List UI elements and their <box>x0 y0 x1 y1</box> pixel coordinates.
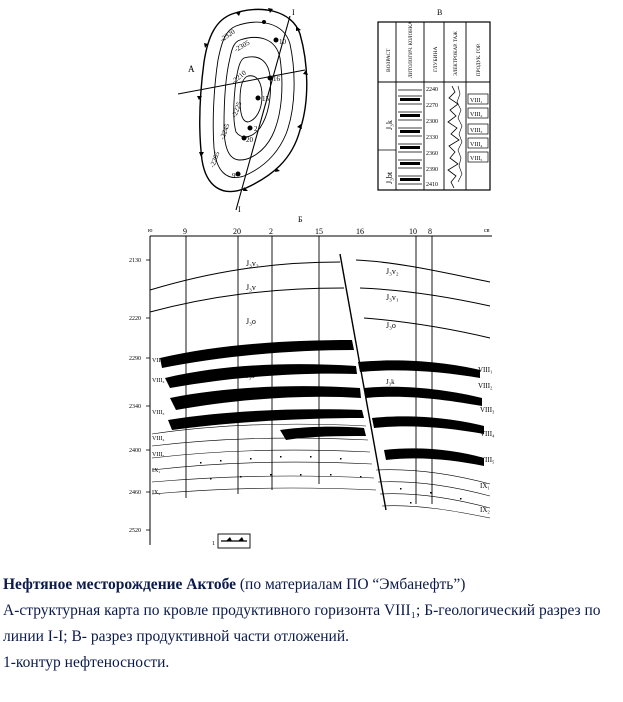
caption-line-3: 1-контур нефтеносности. <box>3 654 170 671</box>
horizon-label: VIII₂ <box>470 112 483 118</box>
well-label: 9 <box>232 172 236 180</box>
section-marker: св <box>484 228 490 234</box>
section-marker: ю <box>148 228 153 234</box>
depth-tick-label: 2460 <box>129 490 141 496</box>
caption-source: (по материалам ПО “Эмбанефть”) <box>236 576 466 593</box>
contour-label: -2265 <box>208 150 222 169</box>
column-header: ЛИТОЛОГИЧ. КОЛОНКА <box>409 21 414 78</box>
depth-label: 2410 <box>426 182 438 188</box>
panel-label-v: В <box>437 8 443 17</box>
layer-label: J₃k <box>246 372 255 380</box>
horizon-label-right: IX₁ <box>480 482 490 490</box>
section-well-label: 15 <box>315 227 323 236</box>
contour-label: -2225 <box>230 100 244 119</box>
well-label: 16 <box>273 75 280 83</box>
horizon-label: VIII₅ <box>470 156 483 162</box>
depth-label: 2270 <box>426 103 438 109</box>
age-label: J₃bt <box>385 171 394 184</box>
geologic-section <box>129 215 495 548</box>
caption-line-2: А-структурная карта по кровле продуктивного горизонта VIII₁; Б-геологический разрез по линии I-I; В- разрез продуктивной части отложений. <box>3 602 601 645</box>
panel-label-a: А <box>188 64 195 74</box>
section-line-label-top: I <box>292 8 295 17</box>
column-header: ЭЛЕКТРОКАР. ТАЖ <box>454 31 459 76</box>
section-well-label: 2 <box>269 227 273 236</box>
well-label: 20 <box>246 136 253 144</box>
depth-label: 2360 <box>426 151 438 157</box>
depth-label: 2390 <box>426 167 438 173</box>
contour-label: -2305 <box>233 38 252 54</box>
horizon-label-right: VIII₄ <box>480 430 495 438</box>
horizon-label-right: VIII₃ <box>480 406 495 414</box>
depth-tick-label: 2290 <box>129 356 141 362</box>
horizon-label: VIII₃ <box>470 128 483 134</box>
horizon-label-left: VIII₅ <box>152 452 165 458</box>
depth-tick-label: 2220 <box>129 316 141 322</box>
horizon-label-right: VIII₁ <box>478 366 493 374</box>
horizon-label: VIII₁ <box>470 98 483 104</box>
horizon-label-right: VIII₅ <box>480 456 495 464</box>
section-well-label: 20 <box>233 227 241 236</box>
layer-label: J₃k <box>386 378 395 386</box>
section-line-label-bottom: I <box>238 205 241 214</box>
layer-label: J₃o <box>246 317 256 326</box>
legend-number: 1 <box>212 541 215 547</box>
well-label: 15 <box>262 95 269 103</box>
structural-map <box>178 8 308 214</box>
section-well-label: 8 <box>428 227 432 236</box>
depth-tick-label: 2520 <box>129 528 141 534</box>
age-label: J₃k <box>385 120 394 130</box>
depth-label: 2300 <box>426 119 438 125</box>
horizon-label-left: VIII₁ <box>152 358 165 364</box>
caption-line-1 <box>3 572 621 598</box>
horizon-label: VIII₄ <box>470 142 483 148</box>
horizon-label-left: VIII₃ <box>152 410 165 416</box>
column-header: ГЛУБИНА <box>433 46 439 72</box>
depth-tick-label: 2400 <box>129 448 141 454</box>
section-well-label: 16 <box>356 227 364 236</box>
layer-label: J₃o <box>386 321 396 330</box>
panel-label-b: Б <box>298 215 303 224</box>
layer-label: J₃v₂ <box>246 259 259 268</box>
well-label: 10 <box>279 38 286 46</box>
depth-tick-label: 2130 <box>129 258 141 264</box>
contour-label: -2320 <box>218 27 237 44</box>
horizon-label-left: VIII₄ <box>152 436 165 442</box>
lithologic-column <box>378 8 490 190</box>
depth-label: 2330 <box>426 135 438 141</box>
column-header: ПРОДУК. ГОР. <box>477 43 482 76</box>
horizon-label-left: VIII₂ <box>152 378 165 384</box>
layer-label: J₃v₂ <box>386 267 399 276</box>
horizon-label-left: IX₁ <box>152 468 161 474</box>
column-header: ВОЗРАСТ <box>386 48 392 72</box>
depth-label: 2240 <box>426 87 438 93</box>
caption-title: Нефтяное месторождение Актобе <box>3 576 237 593</box>
figure-caption <box>3 572 621 676</box>
contour-label: -2210 <box>230 68 248 86</box>
horizon-label-right: IX₂ <box>480 506 490 514</box>
layer-label: J₃v₁ <box>386 293 399 302</box>
depth-tick-label: 2340 <box>129 404 141 410</box>
horizon-label-right: VIII₂ <box>478 382 493 390</box>
contour-label: -2245 <box>218 122 232 141</box>
section-well-label: 10 <box>409 227 417 236</box>
layer-label: J₃v <box>246 283 256 292</box>
section-well-label: 9 <box>183 227 187 236</box>
well-label: 2 <box>254 125 258 133</box>
horizon-label-left: IX₂ <box>152 490 161 496</box>
